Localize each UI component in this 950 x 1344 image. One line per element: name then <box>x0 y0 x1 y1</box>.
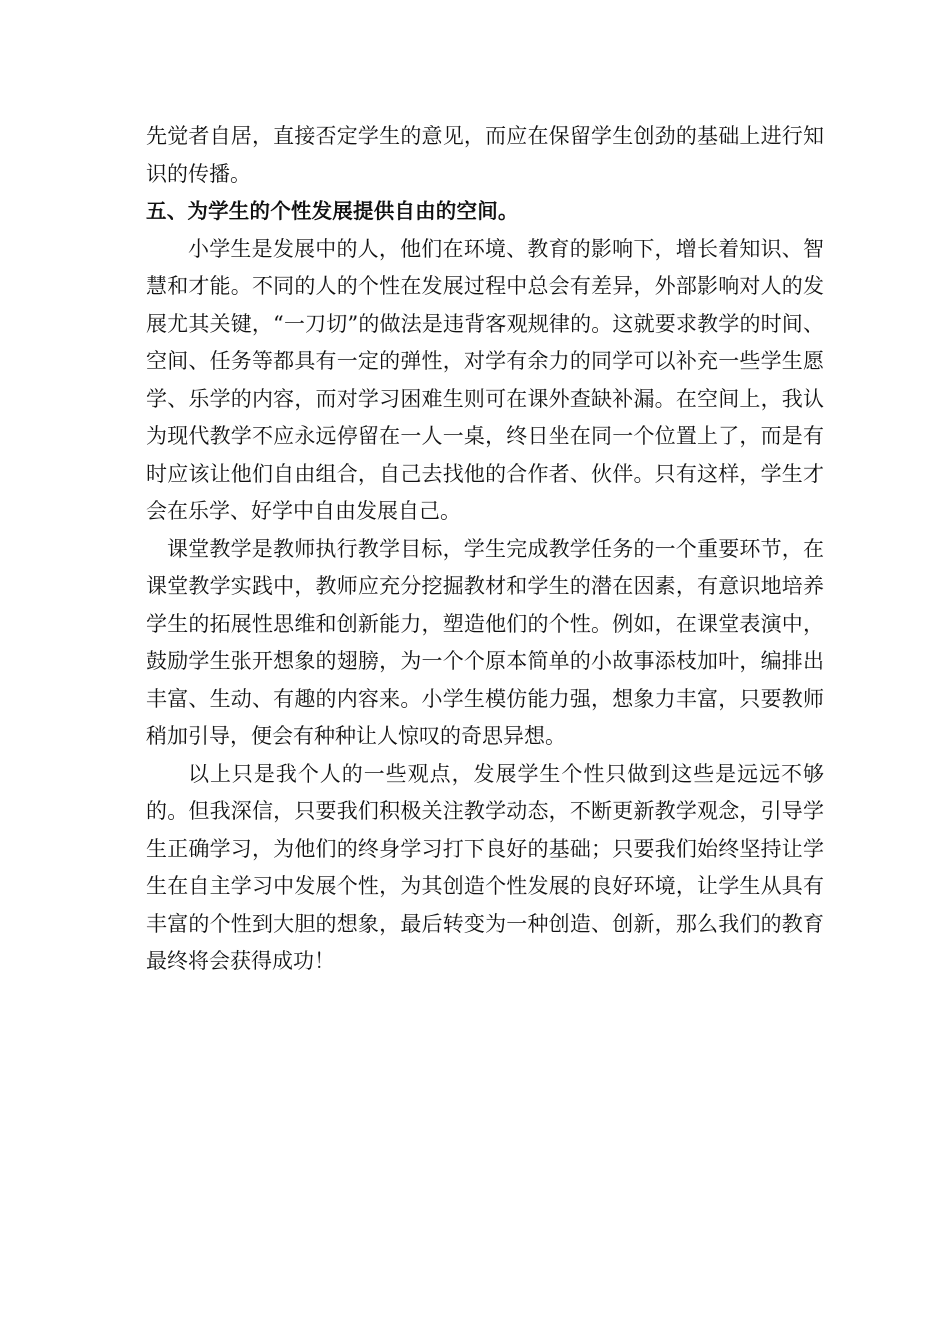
document-body <box>146 118 824 981</box>
paragraph-continuation: 先觉者自居，直接否定学生的意见，而应在保留学生创劲的基础上进行知识的传播。 <box>146 124 824 186</box>
paragraph-classroom-teaching: 课堂教学是教师执行教学目标，学生完成教学任务的一个重要环节，在课堂教学实践中，教师应充分挖掘教材和学生的潜在因素，有意识地培养学生的拓展性思维和创新能力，塑造他们的个性。例如，在课堂表演中，鼓励学生张开想象的翅膀，为一个个原本简单的小故事添枝加叶，编排出丰富、生动、有趣的内容来。小学生模仿能力强，想象力丰富，只要教师稍加引导，便会有种种让人惊叹的奇思异想。 <box>146 536 824 748</box>
paragraph-conclusion: 以上只是我个人的一些观点，发展学生个性只做到这些是远远不够的。但我深信，只要我们积极关注教学动态，不断更新教学观念，引导学生正确学习，为他们的终身学习打下良好的基础；只要我们始终坚持让学生在自主学习中发展个性，为其创造个性发展的良好环境，让学生从具有丰富的个性到大胆的想象，最后转变为一种创造、创新，那么我们的教育最终将会获得成功！ <box>146 761 824 973</box>
paragraph-individual-development: 小学生是发展中的人，他们在环境、教育的影响下，增长着知识、智慧和才能。不同的人的个性在发展过程中总会有差异，外部影响对人的发展尤其关键，“一刀切”的做法是违背客观规律的。这就要求教学的时间、空间、任务等都具有一定的弹性，对学有余力的同学可以补充一些学生愿学、乐学的内容，而对学习困难生则可在课外查缺补漏。在空间上，我认为现代教学不应永远停留在一人一桌，终日坐在同一个位置上了，而是有时应该让他们自由组合，自己去找他的合作者、伙伴。只有这样，学生才会在乐学、好学中自由发展自己。 <box>146 236 824 523</box>
section-heading: 五、为学生的个性发展提供自由的空间。 <box>146 199 519 223</box>
